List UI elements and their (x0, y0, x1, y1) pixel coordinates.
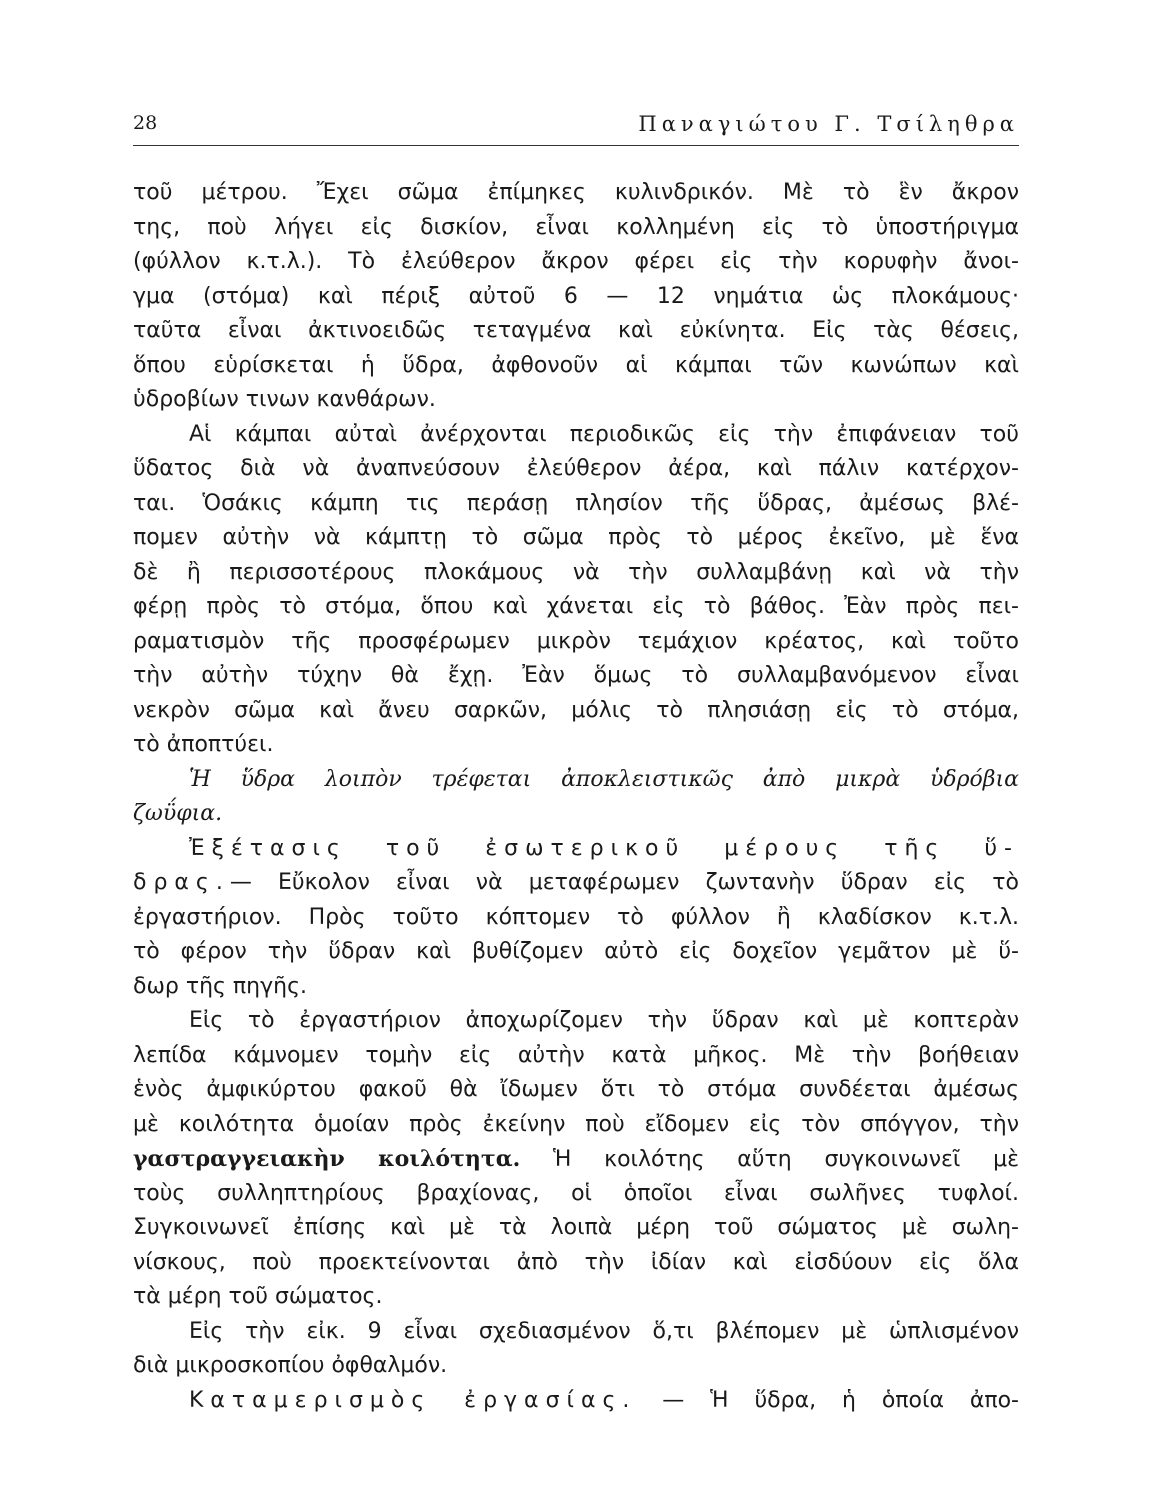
text-line: ἐργαστήριον. Πρὸς τοῦτο κόπτομεν τὸ φύλλον ἢ κλαδίσκον κ.τ.λ. (133, 904, 1019, 930)
text-line: Συγκοινωνεῖ ἐπίσης καὶ μὲ τὰ λοιπὰ μέρη τοῦ σώματος μὲ σωλη- (133, 1215, 1019, 1240)
text-line: τὴν αὐτὴν τύχην θὰ ἔχῃ. Ἐὰν ὅμως τὸ συλλαμβανόμενον εἶναι (133, 663, 1019, 688)
section-heading: Καταμερισμὸς ἐργασίας. (189, 1387, 637, 1413)
text-line: τοῦ μέτρου. Ἔχει σῶμα ἐπίμηκες κυλινδρικόν. Μὲ τὸ ἓν ἄκρον (133, 180, 1019, 205)
italic-statement-line: Ἡ ὕδρα λοιπὸν τρέφεται ἀποκλειστικῶς ἀπὸ μικρὰ ὑδρόβια (189, 766, 1019, 792)
text-line: πομεν αὐτὴν νὰ κάμπτῃ τὸ σῶμα πρὸς τὸ μέρος ἐκεῖνο, μὲ ἕνα (133, 525, 1019, 550)
body-text (133, 176, 1019, 1418)
text-line: Εἰς τὴν εἰκ. 9 εἶναι σχεδιασμένον ὅ,τι βλέπομεν μὲ ὡπλισμένον (189, 1318, 1019, 1344)
text-line (133, 866, 1019, 901)
text-line: νεκρὸν σῶμα καὶ ἄνευ σαρκῶν, μόλις τὸ πλησιάσῃ εἰς τὸ στόμα, (133, 697, 1019, 723)
text-line: μὲ κοιλότητα ὁμοίαν πρὸς ἐκείνην ποὺ εἴδομεν εἰς τὸν σπόγγον, τὴν (133, 1111, 1019, 1137)
text-line: γμα (στόμα) καὶ πέριξ αὐτοῦ 6 — 12 νημάτια ὡς πλοκάμους· (133, 283, 1019, 309)
text-line: τὸ φέρον τὴν ὕδραν καὶ βυθίζομεν αὐτὸ εἰς δοχεῖον γεμᾶτον μὲ ὕ- (133, 939, 1019, 964)
text-line: Εἰς τὸ ἐργαστήριον ἀποχωρίζομεν τὴν ὕδραν καὶ μὲ κοπτερὰν (189, 1008, 1019, 1033)
text-line: Αἱ κάμπαι αὐταὶ ἀνέρχονται περιοδικῶς εἰς τὴν ἐπιφάνειαν τοῦ (189, 421, 1019, 447)
section-heading-line (133, 832, 1019, 867)
text-line: τοὺς συλληπτηρίους βραχίονας, οἱ ὁποῖοι εἶναι σωλῆνες τυφλοί. (133, 1180, 1019, 1206)
text-line: της, ποὺ λήγει εἰς δισκίον, εἶναι κολλημένη εἰς τὸ ὑποστήριγμα (133, 214, 1019, 240)
text-line: τὸ ἀποπτύει. (133, 732, 274, 757)
italic-statement-line: ζωΰφια. (133, 801, 223, 826)
text-line: δὲ ἢ περισσοτέρους πλοκάμους νὰ τὴν συλλαμβάνῃ καὶ νὰ τὴν (133, 559, 1019, 585)
text-run: — Εὔκολον εἶναι νὰ μεταφέρωμεν ζωντανὴν ὕδραν εἰς τὸ (229, 870, 1019, 895)
text-line (133, 1142, 1019, 1177)
text-line: τὰ μέρη τοῦ σώματος. (133, 1284, 383, 1309)
text-line: ὕδατος διὰ νὰ ἀναπνεύσουν ἐλεύθερον ἀέρα, καὶ πάλιν κατέρχον- (133, 456, 1019, 481)
text-line: ται. Ὁσάκις κάμπη τις περάσῃ πλησίον τῆς ὕδρας, ἀμέσως βλέ- (133, 490, 1019, 516)
section-heading: Ἐξέτασις τοῦ ἐσωτερικοῦ μέρους τῆς ὕ- (189, 835, 1019, 861)
text-line: ὑδροβίων τινων κανθάρων. (133, 387, 436, 412)
text-line: νίσκους, ποὺ προεκτείνονται ἀπὸ τὴν ἰδίαν καὶ εἰσδύουν εἰς ὅλα (133, 1249, 1019, 1275)
text-line: (φύλλον κ.τ.λ.). Τὸ ἐλεύθερον ἄκρον φέρει εἰς τὴν κορυφὴν ἄνοι- (133, 249, 1019, 274)
text-line: ἑνὸς ἀμφικύρτου φακοῦ θὰ ἴδωμεν ὅτι τὸ στόμα συνδέεται ἀμέσως (133, 1077, 1019, 1102)
page-number: 28 (133, 112, 158, 134)
running-head: Παναγιώτου Γ. Τσίληθρα (638, 112, 1019, 136)
text-line: διὰ μικροσκοπίου ὀφθαλμόν. (133, 1353, 448, 1378)
text-line (133, 1384, 1019, 1419)
text-line: λεπίδα κάμνομεν τομὴν εἰς αὐτὴν κατὰ μῆκος. Μὲ τὴν βοήθειαν (133, 1042, 1019, 1068)
text-line: ραματισμὸν τῆς προσφέρωμεν μικρὸν τεμάχιον κρέατος, καὶ τοῦτο (133, 628, 1019, 654)
bold-term: γαστραγγειακὴν κοιλότητα. (133, 1146, 521, 1172)
page-header (133, 112, 1019, 142)
text-run: Ἡ κοιλότης αὕτη συγκοινωνεῖ μὲ (520, 1147, 1019, 1172)
text-line: ὅπου εὑρίσκεται ἡ ὕδρα, ἀφθονοῦν αἱ κάμπαι τῶν κωνώπων καὶ (133, 352, 1019, 378)
text-run: — Ἡ ὕδρα, ἡ ὁποία ἀπο- (636, 1387, 1019, 1413)
text-line: ταῦτα εἶναι ἀκτινοειδῶς τεταγμένα καὶ εὐκίνητα. Εἰς τὰς θέσεις, (133, 318, 1019, 343)
text-line: φέρῃ πρὸς τὸ στόμα, ὅπου καὶ χάνεται εἰς τὸ βάθος. Ἐὰν πρὸς πει- (133, 594, 1019, 619)
text-line: δωρ τῆς πηγῆς. (133, 973, 307, 999)
header-rule (133, 145, 1019, 146)
section-heading-cont: δρας. (133, 870, 230, 895)
